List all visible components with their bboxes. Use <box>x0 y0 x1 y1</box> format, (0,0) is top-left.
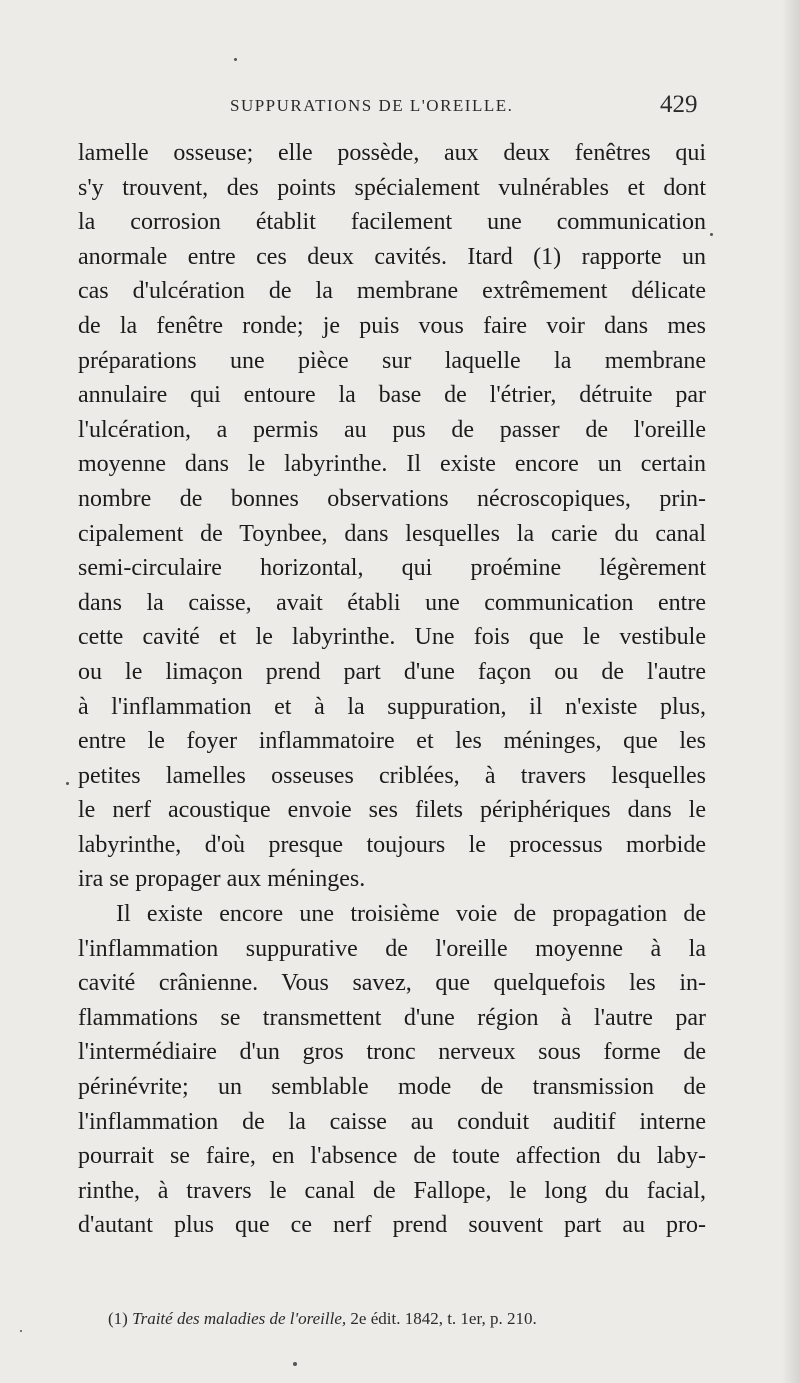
text-line: lamelle osseuse; elle possède, aux deux fenêtres qui <box>78 140 706 166</box>
ink-speck <box>293 1362 297 1366</box>
text-line: semi-circulaire horizontal, qui proémine légèrement <box>78 555 706 582</box>
text-line: entre le foyer inflammatoire et les méninges, que les <box>78 728 706 755</box>
text-line: préparations une pièce sur laquelle la membrane <box>78 347 706 374</box>
page-edge-shadow <box>782 0 800 1383</box>
text-line: moyenne dans le labyrinthe. Il existe encore un certain <box>78 451 706 478</box>
text-line: petites lamelles osseuses criblées, à travers lesquelles <box>78 762 706 789</box>
ink-speck <box>234 58 237 61</box>
text-line: à l'inflammation et à la suppuration, il n'existe plus, <box>78 693 706 720</box>
text-line: l'inflammation suppurative de l'oreille moyenne à la <box>78 935 706 962</box>
paragraph-first-line: Il existe encore une troisième voie de propagation de <box>116 901 706 928</box>
text-line: le nerf acoustique envoie ses filets périphériques dans le <box>78 797 706 824</box>
text-line: cas d'ulcération de la membrane extrêmement délicate <box>78 278 706 305</box>
text-line: labyrinthe, d'où presque toujours le processus morbide <box>78 831 706 858</box>
text-line: annulaire qui entoure la base de l'étrier, détruite par <box>78 382 706 409</box>
running-title: SUPPURATIONS DE L'OREILLE. <box>230 96 514 115</box>
ink-speck <box>710 233 713 236</box>
footnote <box>108 1309 537 1329</box>
text-line: de la fenêtre ronde; je puis vous faire voir dans mes <box>78 312 706 339</box>
text-line: ira se propager aux méninges. <box>78 866 366 893</box>
page-number: 429 <box>660 91 698 118</box>
text-line: d'autant plus que ce nerf prend souvent part au pro- <box>78 1212 706 1239</box>
text-line: cette cavité et le labyrinthe. Une fois que le vestibule <box>78 624 706 651</box>
footnote-marker: (1) <box>108 1309 128 1328</box>
body-text <box>78 136 706 1243</box>
text-line: ou le limaçon prend part d'une façon ou de l'autre <box>78 658 706 685</box>
text-line: cipalement de Toynbee, dans lesquelles la carie du canal <box>78 520 706 547</box>
text-line: flammations se transmettent d'une région à l'autre par <box>78 1004 706 1031</box>
text-line: la corrosion établit facilement une communication <box>78 209 706 236</box>
text-line: l'intermédiaire d'un gros tronc nerveux sous forme de <box>78 1039 706 1066</box>
running-head <box>0 91 800 126</box>
text-line: anormale entre ces deux cavités. Itard (1) rapporte un <box>78 243 706 270</box>
text-line: cavité crânienne. Vous savez, que quelquefois les in- <box>78 970 706 997</box>
ink-speck <box>20 1330 22 1332</box>
text-line: l'ulcération, a permis au pus de passer de l'oreille <box>78 416 706 443</box>
text-line: rinthe, à travers le canal de Fallope, le long du facial, <box>78 1177 706 1204</box>
text-line: périnévrite; un semblable mode de transmission de <box>78 1074 706 1101</box>
text-line: s'y trouvent, des points spécialement vulnérables et dont <box>78 174 706 201</box>
ink-speck <box>66 782 69 785</box>
footnote-title: Traité des maladies de l'oreille, <box>132 1309 347 1328</box>
text-line: dans la caisse, avait établi une communication entre <box>78 589 706 616</box>
text-line: nombre de bonnes observations nécroscopiques, prin- <box>78 485 706 512</box>
footnote-reference: 2e édit. 1842, t. 1er, p. 210. <box>350 1309 537 1328</box>
text-line: pourrait se faire, en l'absence de toute affection du laby- <box>78 1143 706 1170</box>
text-line: l'inflammation de la caisse au conduit auditif interne <box>78 1108 706 1135</box>
